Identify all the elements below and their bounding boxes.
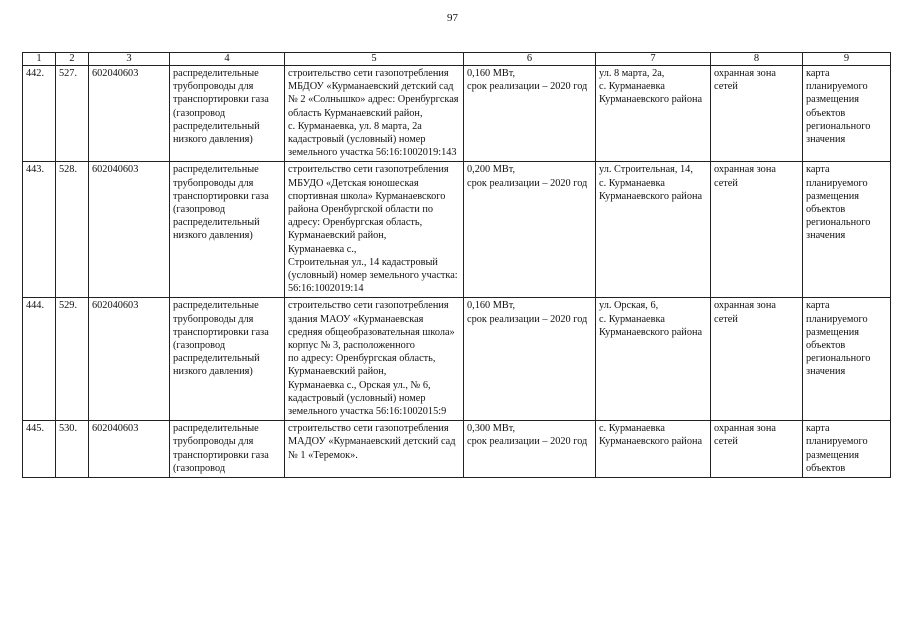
object-type-cell: распределительные трубопроводы для транспортировки газа (газопровод xyxy=(170,421,285,478)
capacity-cell: 0,300 МВт, срок реализации – 2020 год xyxy=(464,421,596,478)
code-cell: 602040603 xyxy=(89,162,170,298)
table-row xyxy=(23,298,891,421)
page-number: 97 xyxy=(447,12,458,24)
column-header: 2 xyxy=(56,53,89,66)
zone-cell: охранная зона сетей xyxy=(711,162,803,298)
object-type-cell: распределительные трубопроводы для транспортировки газа (газопровод распределительный низкого давления) xyxy=(170,66,285,162)
map-cell: карта планируемого размещения объектов регионального значения xyxy=(803,298,891,421)
item-number-cell: 530. xyxy=(56,421,89,478)
register-table xyxy=(22,52,891,478)
object-type-cell: распределительные трубопроводы для транспортировки газа (газопровод распределительный низкого давления) xyxy=(170,162,285,298)
table-row xyxy=(23,421,891,478)
table-row xyxy=(23,66,891,162)
location-cell: ул. Строительная, 14, с. Курманаевка Курманаевского района xyxy=(596,162,711,298)
location-cell: ул. 8 марта, 2а, с. Курманаевка Курманаевского района xyxy=(596,66,711,162)
capacity-cell: 0,200 МВт, срок реализации – 2020 год xyxy=(464,162,596,298)
capacity-cell: 0,160 МВт, срок реализации – 2020 год xyxy=(464,66,596,162)
description-cell: строительство сети газопотребления МБУДО «Детская юношеская спортивная школа» Курманаевского района Оренбургской области по адресу: Оренбургская область, Курманаевский район, Курманаевка с., Строительная ул., 14 кадастровый (условный) номер земельного участка: 56:16:1002019:14 xyxy=(285,162,464,298)
column-header: 4 xyxy=(170,53,285,66)
row-number-cell: 442. xyxy=(23,66,56,162)
location-cell: ул. Орская, 6, с. Курманаевка Курманаевского района xyxy=(596,298,711,421)
column-header: 6 xyxy=(464,53,596,66)
capacity-cell: 0,160 МВт, срок реализации – 2020 год xyxy=(464,298,596,421)
item-number-cell: 529. xyxy=(56,298,89,421)
code-cell: 602040603 xyxy=(89,421,170,478)
map-cell: карта планируемого размещения объектов регионального значения xyxy=(803,66,891,162)
zone-cell: охранная зона сетей xyxy=(711,421,803,478)
object-type-cell: распределительные трубопроводы для транспортировки газа (газопровод распределительный низкого давления) xyxy=(170,298,285,421)
column-header: 8 xyxy=(711,53,803,66)
description-cell: строительство сети газопотребления МАДОУ «Курманаевский детский сад № 1 «Теремок». xyxy=(285,421,464,478)
column-header: 3 xyxy=(89,53,170,66)
map-cell: карта планируемого размещения объектов регионального значения xyxy=(803,162,891,298)
map-cell: карта планируемого размещения объектов xyxy=(803,421,891,478)
table-row xyxy=(23,162,891,298)
row-number-cell: 445. xyxy=(23,421,56,478)
column-header: 7 xyxy=(596,53,711,66)
code-cell: 602040603 xyxy=(89,66,170,162)
row-number-cell: 443. xyxy=(23,162,56,298)
zone-cell: охранная зона сетей xyxy=(711,66,803,162)
header-row xyxy=(23,53,891,66)
column-header: 1 xyxy=(23,53,56,66)
item-number-cell: 527. xyxy=(56,66,89,162)
description-cell: строительство сети газопотребления МБДОУ «Курманаевский детский сад № 2 «Солнышко» адрес: Оренбургская область Курманаевский район, с. Курманаевка, ул. 8 марта, 2а кадастровый (условный) номер земельного участка 56:16:1002019:143 xyxy=(285,66,464,162)
zone-cell: охранная зона сетей xyxy=(711,298,803,421)
location-cell: с. Курманаевка Курманаевского района xyxy=(596,421,711,478)
column-header: 9 xyxy=(803,53,891,66)
description-cell: строительство сети газопотребления здания МАОУ «Курманаевская средняя общеобразовательная школа» корпус № 3, расположенного по адресу: Оренбургская область, Курманаевский район, Курманаевка с., Орская ул., № 6, кадастровый (условный) номер земельного участка 56:16:1002015:9 xyxy=(285,298,464,421)
item-number-cell: 528. xyxy=(56,162,89,298)
column-header: 5 xyxy=(285,53,464,66)
code-cell: 602040603 xyxy=(89,298,170,421)
row-number-cell: 444. xyxy=(23,298,56,421)
